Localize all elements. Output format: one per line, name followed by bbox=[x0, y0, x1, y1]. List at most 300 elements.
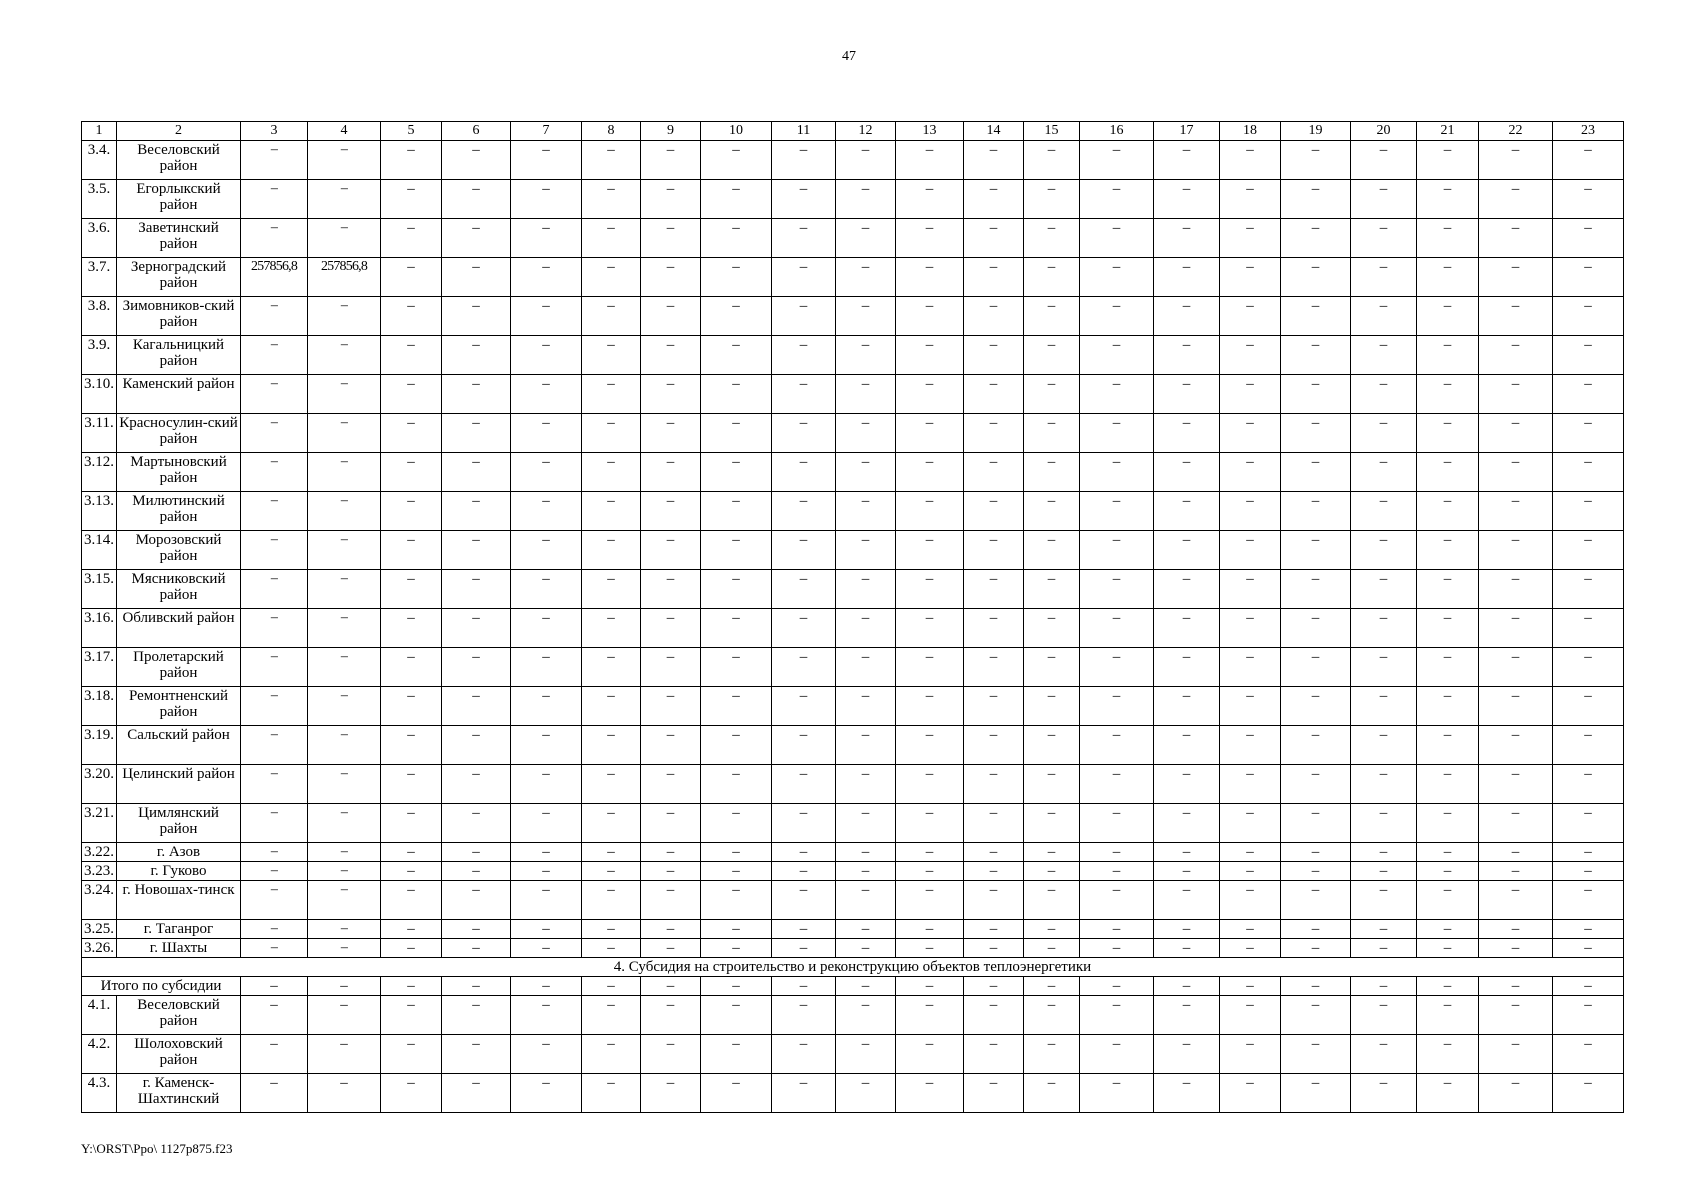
dash-cell: – bbox=[896, 939, 964, 958]
dash-cell: – bbox=[381, 648, 442, 687]
dash-cell: – bbox=[241, 977, 308, 996]
district-name: г. Азов bbox=[117, 843, 241, 862]
dash-cell: – bbox=[1351, 336, 1417, 375]
dash-cell: – bbox=[772, 648, 836, 687]
dash-cell: – bbox=[1479, 843, 1553, 862]
dash-cell: – bbox=[896, 765, 964, 804]
dash-cell: – bbox=[442, 648, 511, 687]
dash-cell: – bbox=[1351, 219, 1417, 258]
dash-cell: – bbox=[701, 648, 772, 687]
dash-cell: – bbox=[641, 996, 701, 1035]
district-name: Красносулин-ский район bbox=[117, 414, 241, 453]
dash-cell: – bbox=[836, 881, 896, 920]
dash-cell: – bbox=[511, 141, 582, 180]
dash-cell: – bbox=[511, 726, 582, 765]
dash-cell: – bbox=[1024, 881, 1080, 920]
row-number: 3.19. bbox=[82, 726, 117, 765]
dash-cell: – bbox=[1417, 258, 1479, 297]
dash-cell: – bbox=[381, 570, 442, 609]
dash-cell: – bbox=[701, 453, 772, 492]
dash-cell: – bbox=[1154, 180, 1220, 219]
dash-cell: – bbox=[442, 375, 511, 414]
dash-cell: – bbox=[641, 648, 701, 687]
dash-cell: – bbox=[582, 648, 641, 687]
row-number: 3.16. bbox=[82, 609, 117, 648]
dash-cell: – bbox=[1351, 726, 1417, 765]
dash-cell: – bbox=[772, 492, 836, 531]
column-header-1: 1 bbox=[82, 122, 117, 141]
dash-cell: – bbox=[442, 570, 511, 609]
dash-cell: – bbox=[1417, 297, 1479, 336]
row-number: 4.2. bbox=[82, 1035, 117, 1074]
dash-cell: – bbox=[1351, 939, 1417, 958]
district-name: г. Новошах-тинск bbox=[117, 881, 241, 920]
table-row bbox=[82, 1035, 1624, 1074]
dash-cell: – bbox=[836, 258, 896, 297]
dash-cell: – bbox=[582, 881, 641, 920]
dash-cell: – bbox=[1553, 881, 1624, 920]
dash-cell: – bbox=[701, 1074, 772, 1113]
dash-cell: – bbox=[1281, 180, 1351, 219]
dash-cell: – bbox=[896, 609, 964, 648]
table-row bbox=[82, 996, 1624, 1035]
dash-cell: – bbox=[1479, 939, 1553, 958]
dash-cell: – bbox=[772, 881, 836, 920]
dash-cell: – bbox=[896, 996, 964, 1035]
dash-cell: – bbox=[1553, 180, 1624, 219]
value-cell-col4: – bbox=[308, 843, 381, 862]
dash-cell: – bbox=[1351, 920, 1417, 939]
dash-cell: – bbox=[1220, 765, 1281, 804]
dash-cell: – bbox=[964, 414, 1024, 453]
row-number: 3.24. bbox=[82, 881, 117, 920]
dash-cell: – bbox=[1417, 920, 1479, 939]
row-number: 3.10. bbox=[82, 375, 117, 414]
dash-cell: – bbox=[1080, 881, 1154, 920]
dash-cell: – bbox=[1080, 843, 1154, 862]
dash-cell: – bbox=[1154, 881, 1220, 920]
district-name: Зимовников-ский район bbox=[117, 297, 241, 336]
value-cell-col3: – bbox=[241, 414, 308, 453]
dash-cell: – bbox=[381, 843, 442, 862]
row-number: 3.14. bbox=[82, 531, 117, 570]
district-name: г. Каменск-Шахтинский bbox=[117, 1074, 241, 1113]
dash-cell: – bbox=[381, 881, 442, 920]
dash-cell: – bbox=[701, 765, 772, 804]
dash-cell: – bbox=[896, 1074, 964, 1113]
dash-cell: – bbox=[582, 375, 641, 414]
dash-cell: – bbox=[511, 1035, 582, 1074]
dash-cell: – bbox=[896, 258, 964, 297]
dash-cell: – bbox=[1024, 804, 1080, 843]
dash-cell: – bbox=[1479, 1074, 1553, 1113]
dash-cell: – bbox=[701, 570, 772, 609]
table-row bbox=[82, 297, 1624, 336]
dash-cell: – bbox=[582, 765, 641, 804]
dash-cell: – bbox=[836, 648, 896, 687]
dash-cell: – bbox=[1281, 804, 1351, 843]
district-name: Заветинский район bbox=[117, 219, 241, 258]
dash-cell: – bbox=[442, 1074, 511, 1113]
dash-cell: – bbox=[1080, 141, 1154, 180]
dash-cell: – bbox=[1351, 414, 1417, 453]
dash-cell: – bbox=[896, 1035, 964, 1074]
dash-cell: – bbox=[511, 219, 582, 258]
dash-cell: – bbox=[964, 258, 1024, 297]
dash-cell: – bbox=[511, 492, 582, 531]
dash-cell: – bbox=[964, 570, 1024, 609]
column-header-7: 7 bbox=[511, 122, 582, 141]
dash-cell: – bbox=[964, 843, 1024, 862]
column-header-4: 4 bbox=[308, 122, 381, 141]
dash-cell: – bbox=[896, 881, 964, 920]
row-number: 3.5. bbox=[82, 180, 117, 219]
dash-cell: – bbox=[381, 996, 442, 1035]
value-cell-col3: – bbox=[241, 531, 308, 570]
district-name: Кагальницкий район bbox=[117, 336, 241, 375]
column-header-11: 11 bbox=[772, 122, 836, 141]
dash-cell: – bbox=[582, 804, 641, 843]
dash-cell: – bbox=[1417, 609, 1479, 648]
dash-cell: – bbox=[896, 804, 964, 843]
dash-cell: – bbox=[964, 977, 1024, 996]
table-row bbox=[82, 258, 1624, 297]
dash-cell: – bbox=[1024, 297, 1080, 336]
dash-cell: – bbox=[1080, 570, 1154, 609]
dash-cell: – bbox=[896, 492, 964, 531]
dash-cell: – bbox=[442, 1035, 511, 1074]
dash-cell: – bbox=[1417, 1074, 1479, 1113]
dash-cell: – bbox=[1024, 687, 1080, 726]
table-row bbox=[82, 939, 1624, 958]
dash-cell: – bbox=[772, 996, 836, 1035]
dash-cell: – bbox=[1553, 765, 1624, 804]
dash-cell: – bbox=[772, 920, 836, 939]
dash-cell: – bbox=[582, 687, 641, 726]
dash-cell: – bbox=[1154, 570, 1220, 609]
value-cell-col4: – bbox=[308, 726, 381, 765]
dash-cell: – bbox=[1553, 336, 1624, 375]
dash-cell: – bbox=[1024, 180, 1080, 219]
dash-cell: – bbox=[1351, 996, 1417, 1035]
dash-cell: – bbox=[582, 977, 641, 996]
dash-cell: – bbox=[701, 687, 772, 726]
value-cell-col3: – bbox=[241, 180, 308, 219]
dash-cell: – bbox=[1154, 862, 1220, 881]
dash-cell: – bbox=[896, 570, 964, 609]
dash-cell: – bbox=[381, 453, 442, 492]
dash-cell: – bbox=[1281, 1035, 1351, 1074]
value-cell-col3: – bbox=[241, 862, 308, 881]
column-header-19: 19 bbox=[1281, 122, 1351, 141]
dash-cell: – bbox=[964, 687, 1024, 726]
row-number: 3.17. bbox=[82, 648, 117, 687]
row-number: 3.11. bbox=[82, 414, 117, 453]
dash-cell: – bbox=[641, 804, 701, 843]
table-row bbox=[82, 570, 1624, 609]
dash-cell: – bbox=[772, 1074, 836, 1113]
dash-cell: – bbox=[1154, 375, 1220, 414]
dash-cell: – bbox=[641, 939, 701, 958]
district-name: Морозовский район bbox=[117, 531, 241, 570]
page-number: 47 bbox=[842, 49, 856, 64]
dash-cell: – bbox=[1281, 570, 1351, 609]
dash-cell: – bbox=[641, 881, 701, 920]
value-cell-col3: – bbox=[241, 804, 308, 843]
dash-cell: – bbox=[1417, 765, 1479, 804]
dash-cell: – bbox=[1220, 648, 1281, 687]
dash-cell: – bbox=[1154, 297, 1220, 336]
dash-cell: – bbox=[964, 141, 1024, 180]
dash-cell: – bbox=[701, 939, 772, 958]
dash-cell: – bbox=[1024, 843, 1080, 862]
table-row bbox=[82, 141, 1624, 180]
dash-cell: – bbox=[1417, 862, 1479, 881]
dash-cell: – bbox=[582, 862, 641, 881]
dash-cell: – bbox=[896, 141, 964, 180]
value-cell-col3: – bbox=[241, 648, 308, 687]
dash-cell: – bbox=[442, 804, 511, 843]
dash-cell: – bbox=[381, 414, 442, 453]
dash-cell: – bbox=[1281, 977, 1351, 996]
dash-cell: – bbox=[772, 180, 836, 219]
dash-cell: – bbox=[511, 336, 582, 375]
dash-cell: – bbox=[582, 1035, 641, 1074]
value-cell-col3: – bbox=[241, 297, 308, 336]
dash-cell: – bbox=[1479, 726, 1553, 765]
dash-cell: – bbox=[442, 977, 511, 996]
dash-cell: – bbox=[641, 297, 701, 336]
dash-cell: – bbox=[1281, 609, 1351, 648]
table-row bbox=[82, 414, 1624, 453]
dash-cell: – bbox=[1220, 336, 1281, 375]
value-cell-col3: – bbox=[241, 375, 308, 414]
dash-cell: – bbox=[1281, 648, 1351, 687]
dash-cell: – bbox=[511, 180, 582, 219]
subsidy-table bbox=[81, 121, 1624, 1113]
column-header-13: 13 bbox=[896, 122, 964, 141]
dash-cell: – bbox=[836, 570, 896, 609]
dash-cell: – bbox=[511, 648, 582, 687]
column-header-18: 18 bbox=[1220, 122, 1281, 141]
value-cell-col4: – bbox=[308, 531, 381, 570]
dash-cell: – bbox=[442, 453, 511, 492]
dash-cell: – bbox=[701, 726, 772, 765]
table-row bbox=[82, 336, 1624, 375]
dash-cell: – bbox=[1553, 687, 1624, 726]
district-name: Милютинский район bbox=[117, 492, 241, 531]
dash-cell: – bbox=[442, 765, 511, 804]
dash-cell: – bbox=[896, 726, 964, 765]
dash-cell: – bbox=[381, 862, 442, 881]
row-number: 3.6. bbox=[82, 219, 117, 258]
table-row bbox=[82, 726, 1624, 765]
dash-cell: – bbox=[1417, 453, 1479, 492]
dash-cell: – bbox=[1154, 141, 1220, 180]
value-cell-col3: – bbox=[241, 726, 308, 765]
dash-cell: – bbox=[772, 765, 836, 804]
dash-cell: – bbox=[1024, 492, 1080, 531]
dash-cell: – bbox=[701, 881, 772, 920]
dash-cell: – bbox=[1479, 414, 1553, 453]
dash-cell: – bbox=[1024, 726, 1080, 765]
dash-cell: – bbox=[896, 531, 964, 570]
dash-cell: – bbox=[381, 219, 442, 258]
dash-cell: – bbox=[1417, 939, 1479, 958]
dash-cell: – bbox=[1024, 939, 1080, 958]
dash-cell: – bbox=[772, 141, 836, 180]
dash-cell: – bbox=[442, 141, 511, 180]
dash-cell: – bbox=[511, 375, 582, 414]
dash-cell: – bbox=[582, 939, 641, 958]
dash-cell: – bbox=[641, 492, 701, 531]
column-header-6: 6 bbox=[442, 122, 511, 141]
dash-cell: – bbox=[1220, 258, 1281, 297]
dash-cell: – bbox=[1220, 1035, 1281, 1074]
value-cell-col4: – bbox=[308, 375, 381, 414]
dash-cell: – bbox=[1220, 804, 1281, 843]
dash-cell: – bbox=[381, 1074, 442, 1113]
dash-cell: – bbox=[1281, 687, 1351, 726]
dash-cell: – bbox=[701, 531, 772, 570]
dash-cell: – bbox=[641, 862, 701, 881]
district-name: Цимлянский район bbox=[117, 804, 241, 843]
row-number: 3.12. bbox=[82, 453, 117, 492]
dash-cell: – bbox=[1417, 687, 1479, 726]
dash-cell: – bbox=[641, 609, 701, 648]
row-number: 3.7. bbox=[82, 258, 117, 297]
dash-cell: – bbox=[1417, 881, 1479, 920]
district-name: Веселовский район bbox=[117, 996, 241, 1035]
dash-cell: – bbox=[442, 336, 511, 375]
dash-cell: – bbox=[511, 609, 582, 648]
section-title: 4. Субсидия на строительство и реконструкцию объектов теплоэнергетики bbox=[82, 958, 1624, 977]
dash-cell: – bbox=[442, 492, 511, 531]
dash-cell: – bbox=[511, 531, 582, 570]
dash-cell: – bbox=[1281, 939, 1351, 958]
dash-cell: – bbox=[641, 414, 701, 453]
dash-cell: – bbox=[442, 258, 511, 297]
dash-cell: – bbox=[1080, 453, 1154, 492]
dash-cell: – bbox=[896, 336, 964, 375]
dash-cell: – bbox=[442, 920, 511, 939]
value-cell-col4: – bbox=[308, 881, 381, 920]
dash-cell: – bbox=[1281, 297, 1351, 336]
dash-cell: – bbox=[1553, 258, 1624, 297]
dash-cell: – bbox=[964, 862, 1024, 881]
dash-cell: – bbox=[896, 920, 964, 939]
row-number: 3.25. bbox=[82, 920, 117, 939]
dash-cell: – bbox=[1220, 141, 1281, 180]
row-number: 3.13. bbox=[82, 492, 117, 531]
dash-cell: – bbox=[1479, 336, 1553, 375]
dash-cell: – bbox=[1479, 862, 1553, 881]
value-cell-col4: – bbox=[308, 414, 381, 453]
dash-cell: – bbox=[1220, 1074, 1281, 1113]
dash-cell: – bbox=[1080, 180, 1154, 219]
dash-cell: – bbox=[1553, 414, 1624, 453]
column-header-17: 17 bbox=[1154, 122, 1220, 141]
dash-cell: – bbox=[1351, 804, 1417, 843]
table-row bbox=[82, 765, 1624, 804]
value-cell-col3: – bbox=[241, 219, 308, 258]
dash-cell: – bbox=[772, 219, 836, 258]
dash-cell: – bbox=[1154, 843, 1220, 862]
dash-cell: – bbox=[964, 375, 1024, 414]
dash-cell: – bbox=[1154, 687, 1220, 726]
dash-cell: – bbox=[772, 297, 836, 336]
dash-cell: – bbox=[381, 687, 442, 726]
dash-cell: – bbox=[1351, 881, 1417, 920]
value-cell-col4: – bbox=[308, 687, 381, 726]
dash-cell: – bbox=[1281, 414, 1351, 453]
dash-cell: – bbox=[241, 996, 308, 1035]
dash-cell: – bbox=[964, 996, 1024, 1035]
district-name: Ремонтненский район bbox=[117, 687, 241, 726]
dash-cell: – bbox=[836, 453, 896, 492]
table-row bbox=[82, 180, 1624, 219]
dash-cell: – bbox=[641, 180, 701, 219]
dash-cell: – bbox=[381, 180, 442, 219]
dash-cell: – bbox=[1024, 570, 1080, 609]
column-header-15: 15 bbox=[1024, 122, 1080, 141]
dash-cell: – bbox=[1479, 881, 1553, 920]
dash-cell: – bbox=[1553, 920, 1624, 939]
table-row bbox=[82, 862, 1624, 881]
dash-cell: – bbox=[381, 977, 442, 996]
dash-cell: – bbox=[896, 862, 964, 881]
dash-cell: – bbox=[1417, 843, 1479, 862]
column-header-22: 22 bbox=[1479, 122, 1553, 141]
dash-cell: – bbox=[772, 336, 836, 375]
dash-cell: – bbox=[1417, 180, 1479, 219]
value-cell-col3: – bbox=[241, 765, 308, 804]
column-header-16: 16 bbox=[1080, 122, 1154, 141]
dash-cell: – bbox=[511, 920, 582, 939]
value-cell-col3: – bbox=[241, 881, 308, 920]
dash-cell: – bbox=[701, 843, 772, 862]
dash-cell: – bbox=[1220, 920, 1281, 939]
dash-cell: – bbox=[641, 687, 701, 726]
dash-cell: – bbox=[1351, 492, 1417, 531]
dash-cell: – bbox=[701, 804, 772, 843]
dash-cell: – bbox=[1553, 1035, 1624, 1074]
dash-cell: – bbox=[1351, 531, 1417, 570]
row-number: 4.3. bbox=[82, 1074, 117, 1113]
dash-cell: – bbox=[1024, 1035, 1080, 1074]
dash-cell: – bbox=[381, 765, 442, 804]
dash-cell: – bbox=[511, 687, 582, 726]
dash-cell: – bbox=[381, 492, 442, 531]
dash-cell: – bbox=[1479, 570, 1553, 609]
dash-cell: – bbox=[836, 1035, 896, 1074]
dash-cell: – bbox=[442, 862, 511, 881]
dash-cell: – bbox=[1080, 492, 1154, 531]
dash-cell: – bbox=[1281, 531, 1351, 570]
value-cell-col3: – bbox=[241, 453, 308, 492]
dash-cell: – bbox=[1351, 609, 1417, 648]
dash-cell: – bbox=[701, 977, 772, 996]
dash-cell: – bbox=[1417, 996, 1479, 1035]
table-row bbox=[82, 531, 1624, 570]
dash-cell: – bbox=[964, 531, 1024, 570]
dash-cell: – bbox=[1553, 726, 1624, 765]
dash-cell: – bbox=[701, 862, 772, 881]
value-cell-col4: 257856,8 bbox=[308, 258, 381, 297]
dash-cell: – bbox=[1351, 977, 1417, 996]
dash-cell: – bbox=[641, 453, 701, 492]
dash-cell: – bbox=[582, 414, 641, 453]
